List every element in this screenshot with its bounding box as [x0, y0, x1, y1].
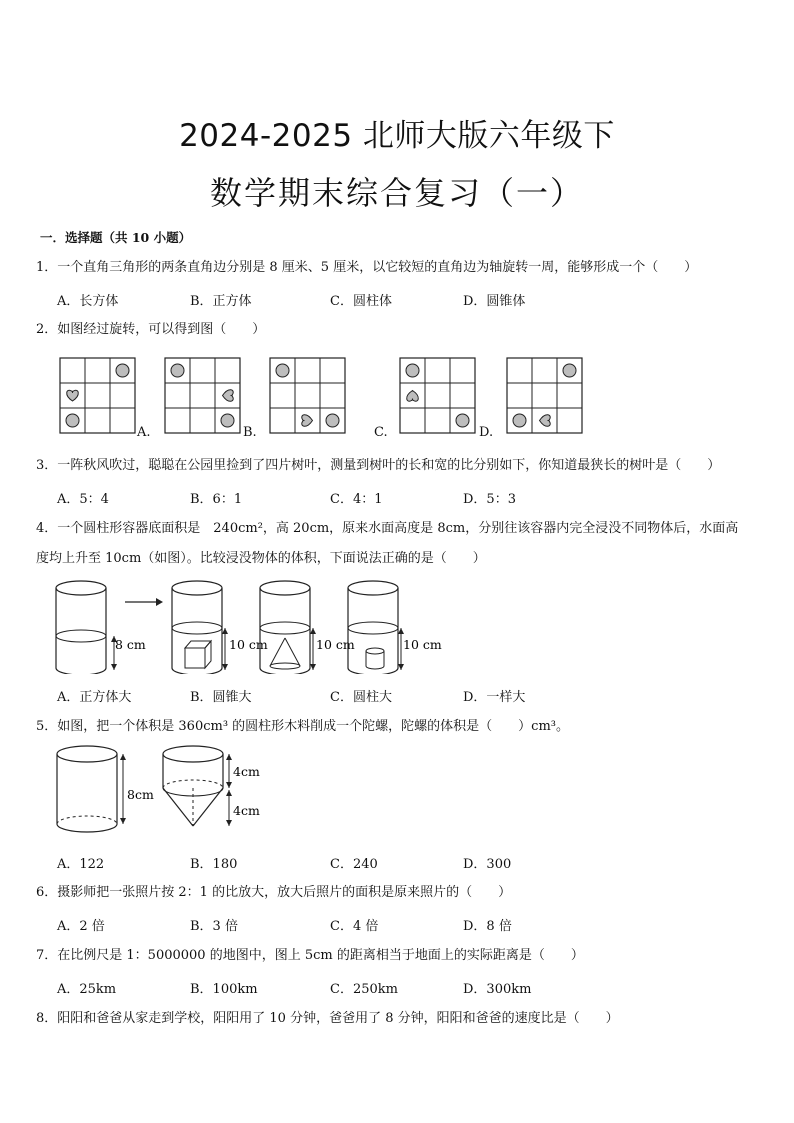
question-2: 2．如图经过旋转，可以得到图（ ） [36, 322, 266, 337]
question-3: 3．一阵秋风吹过，聪聪在公园里捡到了四片树叶，测量到树叶的长和宽的比分别如下，你知道最狭长的树叶是（ ） [36, 458, 721, 473]
question-4-line-1: 4．一个圆柱形容器底面积是 240cm²，高 20cm，原来水面高度是 8cm，分别往该容器内完全浸没不同物体后，水面高 [36, 521, 739, 536]
title-line-2: 数学期末综合复习（一） [209, 174, 584, 212]
q5-label-top: 4cm [233, 764, 260, 779]
q4-label-4: 10 cm [403, 637, 442, 652]
q4-cylinder-cone [260, 581, 316, 674]
q3-option-b: B．6：1 [190, 492, 243, 507]
q2-option-a-grid [165, 358, 240, 433]
q3-option-c: C．4：1 [330, 492, 383, 507]
q7-option-d: D．300km [463, 982, 532, 997]
q5-spinning-top [163, 746, 232, 826]
q5-wood-cylinder [57, 746, 126, 832]
q2-option-b: B. [243, 425, 257, 440]
question-5: 5．如图，把一个体积是 360cm³ 的圆柱形木料削成一个陀螺，陀螺的体积是（ ）cm³。 [36, 719, 569, 734]
q2-option-d-grid [507, 358, 582, 433]
section-heading: 一．选择题（共 10 小题） [40, 230, 192, 245]
q5-label-height: 8cm [127, 787, 154, 802]
q4-cylinder-1 [56, 581, 117, 674]
q6-option-a: A．2 倍 [57, 919, 105, 934]
q4-label-3: 10 cm [316, 637, 355, 652]
q3-option-a: A．5：4 [57, 492, 109, 507]
q7-option-b: B．100km [190, 982, 258, 997]
q2-option-c: C. [374, 425, 388, 440]
q5-figure [0, 740, 794, 840]
q2-original-grid [60, 358, 135, 433]
q7-option-c: C．250km [330, 982, 398, 997]
q5-option-b: B．180 [190, 857, 238, 872]
q2-option-a: A. [137, 425, 151, 440]
q2-option-b-grid [270, 358, 345, 433]
q4-label-2: 10 cm [229, 637, 268, 652]
q6-option-d: D．8 倍 [463, 919, 512, 934]
q1-option-b: B．正方体 [190, 294, 252, 309]
title-line-1: 2024-2025 北师大版六年级下 [179, 118, 615, 154]
question-1: 1．一个直角三角形的两条直角边分别是 8 厘米、5 厘米，以它较短的直角边为轴旋转一周，能够形成一个（ ） [36, 260, 698, 275]
q5-option-c: C．240 [330, 857, 378, 872]
q4-cylinder-cube [172, 581, 228, 674]
q2-option-d: D. [479, 425, 494, 440]
q4-cylinder-small-cylinder [348, 581, 404, 674]
q2-option-c-grid [400, 358, 475, 433]
question-6: 6．摄影师把一张照片按 2：1 的比放大，放大后照片的面积是原来照片的（ ） [36, 885, 512, 900]
q2-figure [0, 352, 794, 444]
q6-option-b: B．3 倍 [190, 919, 238, 934]
q6-option-c: C．4 倍 [330, 919, 379, 934]
q5-option-a: A．122 [57, 857, 105, 872]
q1-option-a: A．长方体 [57, 294, 119, 309]
arrow-right-icon [156, 598, 163, 606]
q4-option-a: A．正方体大 [57, 690, 132, 705]
q5-label-cone: 4cm [233, 803, 260, 818]
q7-option-a: A．25km [57, 982, 117, 997]
q5-option-d: D．300 [463, 857, 512, 872]
question-7: 7．在比例尺是 1：5000000 的地图中，图上 5cm 的距离相当于地面上的实际距离是（ ） [36, 948, 584, 963]
question-4-line-2: 度均上升至 10cm（如图）。比较浸没物体的体积，下面说法正确的是（ ） [36, 551, 486, 566]
q3-option-d: D．5：3 [463, 492, 516, 507]
q4-option-b: B．圆锥大 [190, 690, 252, 705]
q4-option-d: D．一样大 [463, 690, 526, 705]
q4-option-c: C．圆柱大 [330, 690, 392, 705]
q4-label-1: 8 cm [115, 637, 146, 652]
question-8: 8．阳阳和爸爸从家走到学校，阳阳用了 10 分钟，爸爸用了 8 分钟，阳阳和爸爸的速度比是（ ） [36, 1011, 619, 1026]
q1-option-d: D．圆锥体 [463, 294, 526, 309]
q4-figure [0, 574, 794, 674]
q1-option-c: C．圆柱体 [330, 294, 392, 309]
